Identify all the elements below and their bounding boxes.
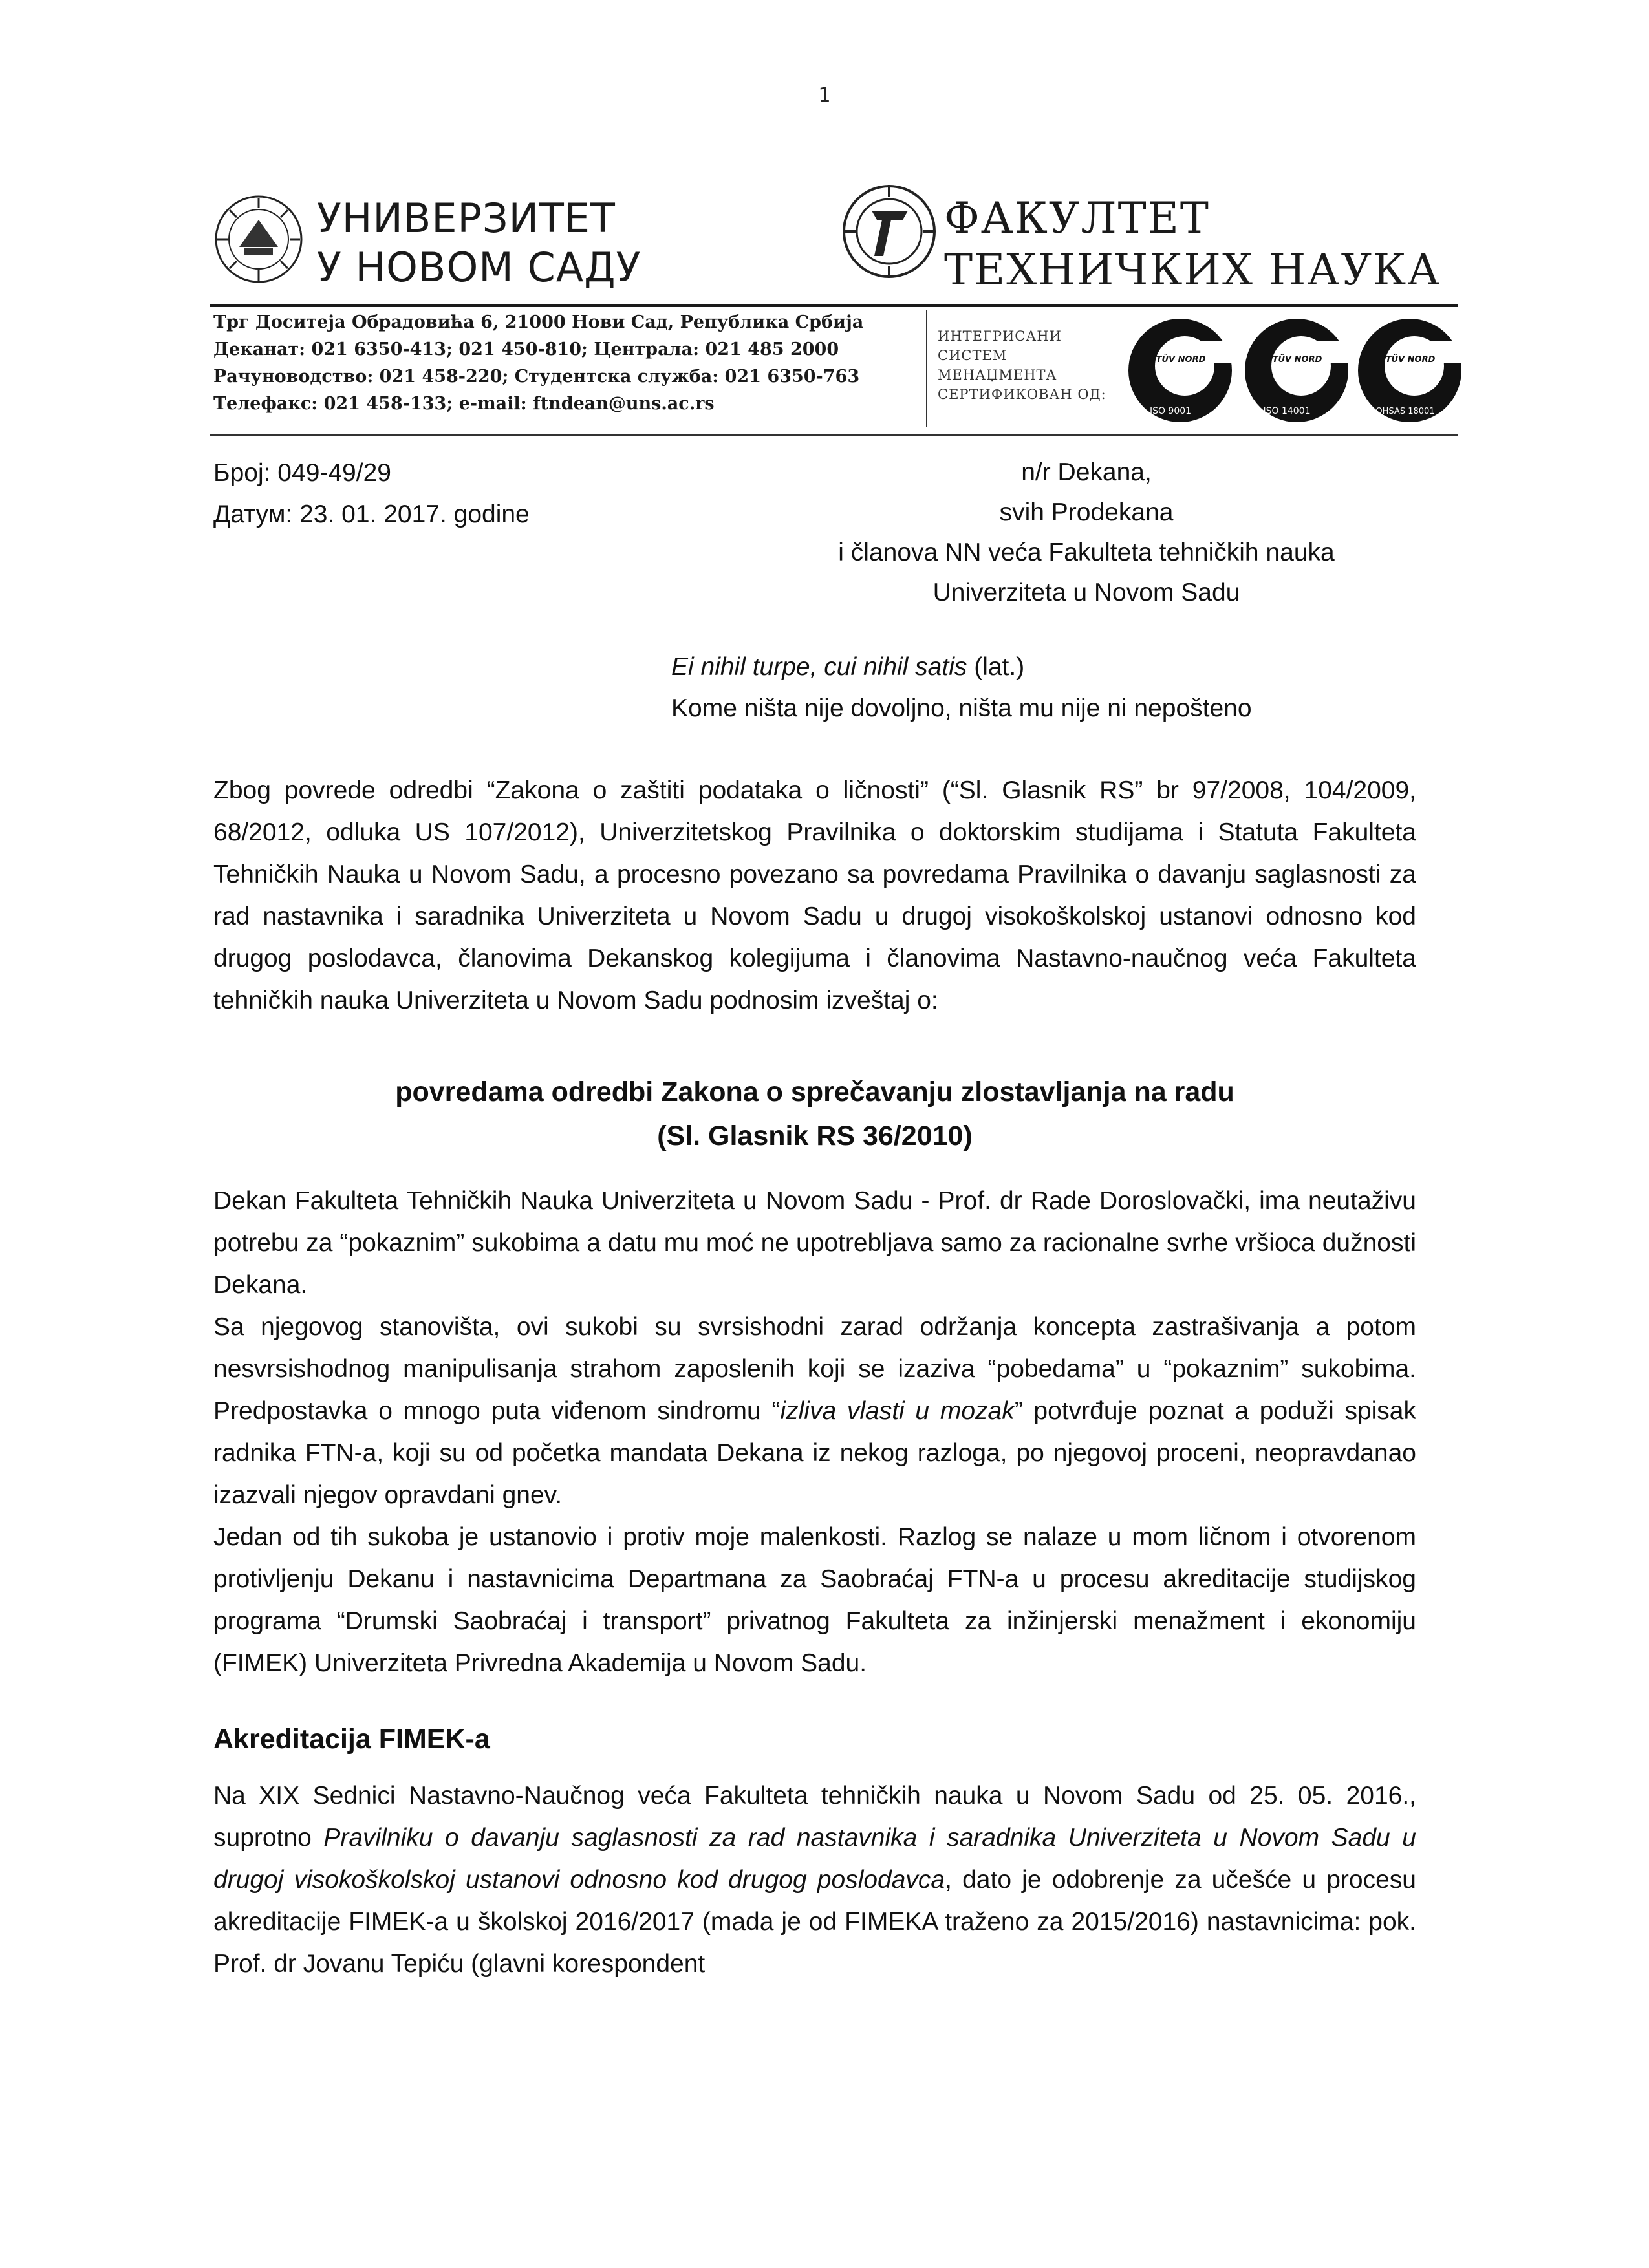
certification-line: ИНТЕГРИСАНИ [938,328,1062,344]
tuv-brand-label: TÜV NORD [1385,355,1436,365]
header-rule [210,304,1458,307]
contact-address: Трг Доситеја Обрадовића 6, 21000 Нови Сад, Република Србија [213,312,864,332]
recipient-line: svih Prodekana [999,498,1174,526]
page-number: 1 [818,84,831,107]
report-title-line1: povredama odredbi Zakona o sprečavanju zlostavljanja na radu [395,1076,1234,1107]
report-title-line2: (Sl. Glasnik RS 36/2010) [657,1120,973,1151]
recipient-block [795,453,1377,613]
header-bottom-rule [210,434,1458,436]
body-paragraph: Dekan Fakulteta Tehničkih Nauka Univerziteta u Novom Sadu - Prof. dr Rade Doroslovački, ima neutaživu potrebu za “pokaznim” sukobima a datu mu moć ne upotrebljava samo za racionalne svrhe vršioca dužnosti Dekana. [213,1187,1416,1299]
motto-latin-line [671,647,1252,688]
intro-paragraph: Zbog povrede odredbi “Zakona o zaštiti podataka o ličnosti” (“Sl. Glasnik RS” br 97/2008, 104/2009, 68/2012, odluka US 107/2012), Univerzitetskog Pravilnika o doktorskim studijama i Statuta Fakulteta Tehničkih Nauka u Novom Sadu, a procesno povezano sa povredama Pravilnika o davanju saglasnosti za rad nastavnika i saradnika Univerziteta u Novom Sadu u drugoj visokoškolskoj ustanovi odnosno kod drugog poslodavca, članovima Dekanskog kolegijuma i članovima Nastavno-naučnog veća Fakulteta tehničkih nauka Univerziteta u Novom Sadu podnosim izveštaj o: [213,776,1416,1014]
body-italic-text: izliva vlasti u mozak [780,1397,1015,1425]
certification-text [938,326,1106,404]
report-title [213,1070,1416,1158]
header-separator [926,310,927,427]
university-seal-icon [213,194,304,284]
tuv-brand-label: TÜV NORD [1272,355,1322,365]
contact-block [213,309,863,418]
faculty-name [944,193,1441,296]
tuv-iso9001-logo-icon [1125,316,1235,425]
certification-line: СИСТЕМ [938,348,1008,363]
body-text: Sa njegovog stanovišta, ovi sukobi su svrsishodni zarad održanja koncepta zastrašivanja a potom nesvrsishodnog manipulisanja strahom zaposlenih koji se izaziva “pobedama” u “pokaznim” sukobima. Predpostavka o mnogo puta viđenom sindromu “ [213,1313,1416,1425]
body-text: ” potvrđuje poznat a poduži spisak radnika FTN-a, koji su od početka mandata Dekana iz nekog razloga, po njegovoj proceni, neopravdanao izazvali njegov opravdani gnev. [213,1397,1416,1509]
tuv-brand-label: TÜV NORD [1156,355,1206,365]
section-paragraph [213,1775,1416,1985]
motto-latin: Ei nihil turpe, cui nihil satis [671,653,967,681]
tuv-ohsas18001-logo-icon [1355,316,1465,425]
body-paragraphs [213,1180,1416,1684]
certification-line: МЕНАЏМЕНТА [938,367,1057,383]
university-name-line1: УНИВЕРЗИТЕТ [317,195,616,242]
body-paragraph: Jedan od tih sukoba je ustanovio i protiv moje malenkosti. Razlog se nalaze u mom ličnom i otvorenom protivljenju Dekanu i nastavnicima Departmana za Saobraćaj FTN-a u procesu akreditacije studijskog programa “Drumski Saobraćaj i transport” privatnog Fakulteta za inžinjerski menažment i ekonomiju (FIMEK) Univerziteta Privredna Akademija u Novom Sadu. [213,1523,1416,1677]
faculty-name-line2: ТЕХНИЧКИХ НАУКА [944,245,1441,295]
motto-translation: Kome ništa nije dovoljno, ništa mu nije ni nepošteno [671,694,1252,722]
reference-block [213,453,530,535]
motto-latin-suffix: (lat.) [967,653,1025,681]
recipient-line: n/r Dekana, [1021,458,1152,486]
contact-deanery: Деканат: 021 6350-413; 021 450-810; Централа: 021 485 2000 [213,339,839,359]
faculty-seal-icon [841,180,938,283]
iso-14001-label: ISO 14001 [1263,406,1311,416]
section-text: Na XIX Sednici Nastavno-Naučnog veća Fakulteta tehničkih nauka u Novom Sadu od 25. 05. 2016., suprotno [213,1782,1416,1852]
university-name [317,194,641,292]
ohsas-18001-label: OHSAS 18001 [1375,407,1435,416]
recipient-line: Univerziteta u Novom Sadu [932,579,1240,606]
reference-date: Датум: 23. 01. 2017. godine [213,500,530,528]
contact-fax-email: Телефакс: 021 458-133; e-mail: ftndean@uns.ac.rs [213,394,715,414]
section-text: , dato je odobrenje za učešće u procesu akreditacije FIMEK-a u školskoj 2016/2017 (mada je od FIMEKA traženo za 2015/2016) nastavnicima: pok. Prof. dr Jovanu Tepiću (glavni korespondent [213,1866,1416,1978]
recipient-line: i članova NN veća Fakulteta tehničkih nauka [838,539,1335,566]
faculty-name-line1: ФАКУЛТЕТ [944,193,1210,243]
iso-9001-label: ISO 9001 [1149,406,1192,416]
body-paragraph [213,1306,1416,1516]
motto-block [671,647,1252,729]
section-heading: Akreditacija FIMEK-a [213,1724,490,1755]
reference-number: Број: 049-49/29 [213,459,391,487]
tuv-iso14001-logo-icon [1242,316,1352,425]
certification-line: СЕРТИФИКОВАН ОД: [938,387,1106,402]
contact-accounting: Рачуноводство: 021 458-220; Студентска служба: 021 6350-763 [213,367,860,387]
section-italic-text: Pravilniku o davanju saglasnosti za rad nastavnika i saradnika Univerziteta u Novom Sadu u drugoj visokoškolskoj ustanovi odnosno kod drugog poslodavca [213,1824,1417,1894]
university-name-line2: У НОВОМ САДУ [317,244,641,291]
